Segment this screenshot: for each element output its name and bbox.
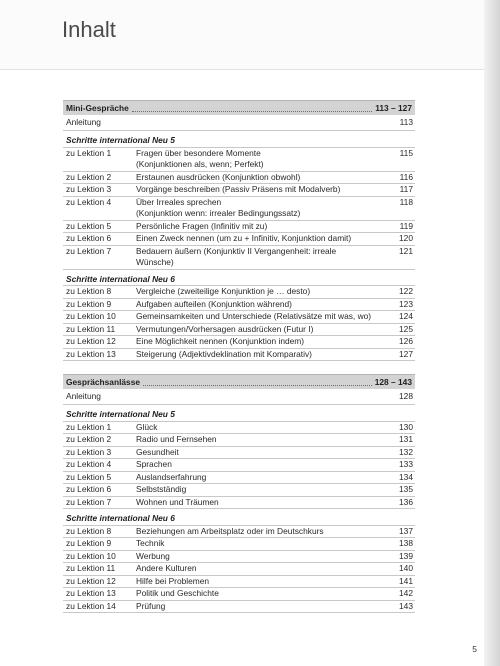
toc-row[interactable] bbox=[63, 172, 415, 185]
header-divider bbox=[0, 69, 484, 70]
toc-row[interactable] bbox=[63, 576, 415, 589]
toc-row[interactable] bbox=[63, 246, 415, 270]
toc-row[interactable] bbox=[63, 526, 415, 539]
topic-cell bbox=[136, 447, 373, 459]
topic-text: Steigerung (Adjektivdeklination mit Komparativ) bbox=[136, 348, 312, 359]
topic-text: Persönliche Fragen (Infinitiv mit zu) bbox=[136, 220, 268, 231]
toc-row[interactable] bbox=[63, 484, 415, 497]
section-heading: Mini-Gespräche bbox=[66, 103, 129, 113]
topic-text: Über Irreales sprechen bbox=[136, 196, 222, 207]
topic-text: Eine Möglichkeit nennen (Konjunktion indem) bbox=[136, 336, 305, 346]
topic-cell bbox=[136, 434, 373, 446]
page-number-cell: 120 bbox=[399, 233, 413, 243]
toc-row[interactable] bbox=[63, 336, 415, 349]
topic-cell bbox=[136, 459, 373, 471]
lesson-label: zu Lektion 11 bbox=[66, 563, 116, 573]
topic-text: Aufgaben aufteilen (Konjunktion während) bbox=[136, 298, 292, 309]
lesson-label: zu Lektion 10 bbox=[66, 311, 116, 321]
topic-text: Vergleiche (zweiteilige Konjunktion je … desto) bbox=[136, 286, 311, 296]
topic-text: Politik und Geschichte bbox=[136, 588, 219, 598]
lesson-label: zu Lektion 5 bbox=[66, 220, 112, 231]
page-number-cell: 140 bbox=[399, 563, 413, 573]
toc-row[interactable] bbox=[63, 148, 415, 172]
page-number-cell: 127 bbox=[399, 348, 413, 359]
page-number-cell: 133 bbox=[399, 459, 413, 469]
topic-text: Fragen über besondere Momente bbox=[136, 147, 261, 158]
topic-cell bbox=[136, 349, 373, 361]
topic-text: Technik bbox=[136, 538, 165, 548]
topic-subtext: (Konjunktionen als, wenn; Perfekt) bbox=[136, 159, 264, 169]
toc-row[interactable] bbox=[63, 601, 415, 614]
page-number-cell: 131 bbox=[399, 434, 413, 444]
lesson-label: zu Lektion 13 bbox=[66, 588, 116, 598]
page-number-cell: 137 bbox=[399, 525, 413, 536]
lesson-label: zu Lektion 12 bbox=[66, 575, 116, 586]
lesson-label: zu Lektion 4 bbox=[66, 196, 112, 207]
toc-row[interactable] bbox=[63, 349, 415, 362]
page-number-cell: 141 bbox=[399, 575, 413, 586]
lesson-label: zu Lektion 5 bbox=[66, 471, 112, 482]
group-title: Schritte international Neu 6 bbox=[63, 274, 415, 287]
topic-cell bbox=[136, 172, 373, 184]
section-page-range: 128 – 143 bbox=[374, 377, 412, 387]
page-number-cell: 115 bbox=[399, 147, 413, 158]
topic-cell bbox=[136, 233, 373, 245]
topic-cell bbox=[136, 576, 373, 588]
page-number-cell: 117 bbox=[399, 184, 413, 194]
page-number-cell: 125 bbox=[399, 323, 413, 334]
lesson-label: zu Lektion 13 bbox=[66, 348, 116, 359]
topic-cell bbox=[136, 286, 373, 298]
topic-cell bbox=[136, 563, 373, 575]
page-number-cell: 118 bbox=[399, 196, 413, 207]
topic-cell bbox=[136, 311, 373, 323]
page-number-cell: 121 bbox=[399, 245, 413, 256]
group-title: Schritte international Neu 5 bbox=[63, 409, 415, 422]
page-number-cell: 130 bbox=[399, 421, 413, 432]
toc-row-anleitung[interactable] bbox=[63, 389, 415, 405]
page-number-cell: 116 bbox=[399, 171, 413, 182]
topic-text: Auslandserfahrung bbox=[136, 471, 207, 482]
toc-row[interactable] bbox=[63, 324, 415, 337]
topic-text: Bedauern äußern (Konjunktiv II Vergangenheit: irreale Wünsche) bbox=[136, 245, 337, 267]
toc-row[interactable] bbox=[63, 538, 415, 551]
topic-text: Prüfung bbox=[136, 600, 166, 611]
topic-cell bbox=[136, 221, 373, 233]
topic-cell bbox=[136, 336, 373, 348]
page-number-cell: 119 bbox=[399, 220, 413, 231]
topic-cell bbox=[136, 601, 373, 613]
group-title: Schritte international Neu 6 bbox=[63, 513, 415, 526]
toc-section-gespraechsanlaesse bbox=[63, 374, 415, 613]
topic-cell bbox=[136, 148, 373, 171]
toc-row[interactable] bbox=[63, 563, 415, 576]
toc-row[interactable] bbox=[63, 434, 415, 447]
lesson-label: zu Lektion 2 bbox=[66, 171, 112, 182]
toc-row-anleitung[interactable] bbox=[63, 115, 415, 131]
topic-text: Werbung bbox=[136, 550, 170, 561]
topic-cell bbox=[136, 299, 373, 311]
page-number-cell: 139 bbox=[399, 550, 413, 561]
topic-text: Einen Zweck nennen (um zu + Infinitiv, Konjunktion damit) bbox=[136, 233, 352, 243]
toc-row[interactable] bbox=[63, 459, 415, 472]
toc-row[interactable] bbox=[63, 221, 415, 234]
dot-leader bbox=[132, 111, 372, 112]
topic-cell bbox=[136, 422, 373, 434]
page-number-cell: 128 bbox=[399, 391, 413, 401]
page-number-cell: 135 bbox=[399, 484, 413, 494]
topic-subtext: (Konjunktion wenn: irrealer Bedingungssatz) bbox=[136, 208, 301, 218]
intro-label: Anleitung bbox=[66, 391, 101, 401]
lesson-label: zu Lektion 9 bbox=[66, 298, 112, 309]
topic-cell bbox=[136, 197, 373, 220]
lesson-label: zu Lektion 7 bbox=[66, 496, 112, 507]
page-title: Inhalt bbox=[62, 17, 116, 42]
section-heading: Gesprächsanlässe bbox=[66, 377, 141, 387]
group-title: Schritte international Neu 5 bbox=[63, 135, 415, 148]
page-edge-shadow bbox=[484, 0, 500, 666]
topic-cell bbox=[136, 184, 373, 196]
topic-text: Gemeinsamkeiten und Unterschiede (Relativsätze mit was, wo) bbox=[136, 311, 372, 321]
lesson-label: zu Lektion 6 bbox=[66, 484, 112, 494]
lesson-label: zu Lektion 14 bbox=[66, 600, 116, 611]
lesson-label: zu Lektion 12 bbox=[66, 336, 116, 346]
lesson-label: zu Lektion 3 bbox=[66, 446, 112, 457]
section-heading-bar bbox=[63, 374, 415, 389]
lesson-label: zu Lektion 2 bbox=[66, 434, 112, 444]
topic-text: Gesundheit bbox=[136, 446, 179, 457]
page-number-cell: 122 bbox=[399, 286, 413, 296]
toc-row[interactable] bbox=[63, 299, 415, 312]
topic-cell bbox=[136, 246, 373, 269]
topic-cell bbox=[136, 484, 373, 496]
page-number: 5 bbox=[472, 644, 477, 654]
topic-cell bbox=[136, 526, 373, 538]
page-number-cell: 126 bbox=[399, 336, 413, 346]
toc-row[interactable] bbox=[63, 588, 415, 601]
lesson-label: zu Lektion 4 bbox=[66, 459, 112, 469]
lesson-label: zu Lektion 10 bbox=[66, 550, 116, 561]
toc-row[interactable] bbox=[63, 497, 415, 510]
toc-row[interactable] bbox=[63, 472, 415, 485]
toc-row[interactable] bbox=[63, 311, 415, 324]
topic-cell bbox=[136, 497, 373, 509]
topic-cell bbox=[136, 551, 373, 563]
lesson-label: zu Lektion 11 bbox=[66, 323, 116, 334]
page-number-cell: 138 bbox=[399, 538, 413, 548]
page-number-cell: 124 bbox=[399, 311, 413, 321]
toc-section-mini-gespraeche bbox=[63, 100, 415, 361]
topic-text: Radio und Fernsehen bbox=[136, 434, 217, 444]
lesson-label: zu Lektion 8 bbox=[66, 286, 112, 296]
topic-cell bbox=[136, 324, 373, 336]
topic-text: Sprachen bbox=[136, 459, 172, 469]
toc-row[interactable] bbox=[63, 286, 415, 299]
page-number-cell: 132 bbox=[399, 446, 413, 457]
topic-text: Vorgänge beschreiben (Passiv Präsens mit Modalverb) bbox=[136, 184, 341, 194]
topic-cell bbox=[136, 472, 373, 484]
section-heading-bar bbox=[63, 100, 415, 115]
topic-cell bbox=[136, 538, 373, 550]
topic-text: Vermutungen/Vorhersagen ausdrücken (Futur I) bbox=[136, 323, 314, 334]
topic-text: Glück bbox=[136, 421, 158, 432]
toc-row[interactable] bbox=[63, 447, 415, 460]
toc-row[interactable] bbox=[63, 422, 415, 435]
lesson-label: zu Lektion 7 bbox=[66, 245, 112, 256]
page-number-cell: 143 bbox=[399, 600, 413, 611]
page-number-cell: 136 bbox=[399, 496, 413, 507]
lesson-label: zu Lektion 1 bbox=[66, 147, 112, 158]
section-page-range: 113 – 127 bbox=[375, 103, 412, 113]
page-number-cell: 134 bbox=[399, 471, 413, 482]
lesson-label: zu Lektion 8 bbox=[66, 525, 112, 536]
lesson-label: zu Lektion 9 bbox=[66, 538, 112, 548]
topic-text: Erstaunen ausdrücken (Konjunktion obwohl) bbox=[136, 171, 301, 182]
topic-text: Selbstständig bbox=[136, 484, 187, 494]
toc-row[interactable] bbox=[63, 551, 415, 564]
intro-label: Anleitung bbox=[66, 117, 101, 127]
lesson-label: zu Lektion 6 bbox=[66, 233, 112, 243]
toc-row[interactable] bbox=[63, 184, 415, 197]
topic-text: Hilfe bei Problemen bbox=[136, 575, 210, 586]
lesson-label: zu Lektion 3 bbox=[66, 184, 112, 194]
page-number-cell: 113 bbox=[399, 117, 413, 127]
lesson-label: zu Lektion 1 bbox=[66, 421, 112, 432]
topic-text: Andere Kulturen bbox=[136, 563, 197, 573]
topic-cell bbox=[136, 588, 373, 600]
topic-text: Beziehungen am Arbeitsplatz oder im Deutschkurs bbox=[136, 525, 324, 536]
page-number-cell: 142 bbox=[399, 588, 413, 598]
toc-row[interactable] bbox=[63, 233, 415, 246]
toc-row[interactable] bbox=[63, 197, 415, 221]
dot-leader bbox=[143, 385, 372, 386]
topic-text: Wohnen und Träumen bbox=[136, 496, 219, 507]
page-number-cell: 123 bbox=[399, 298, 413, 309]
